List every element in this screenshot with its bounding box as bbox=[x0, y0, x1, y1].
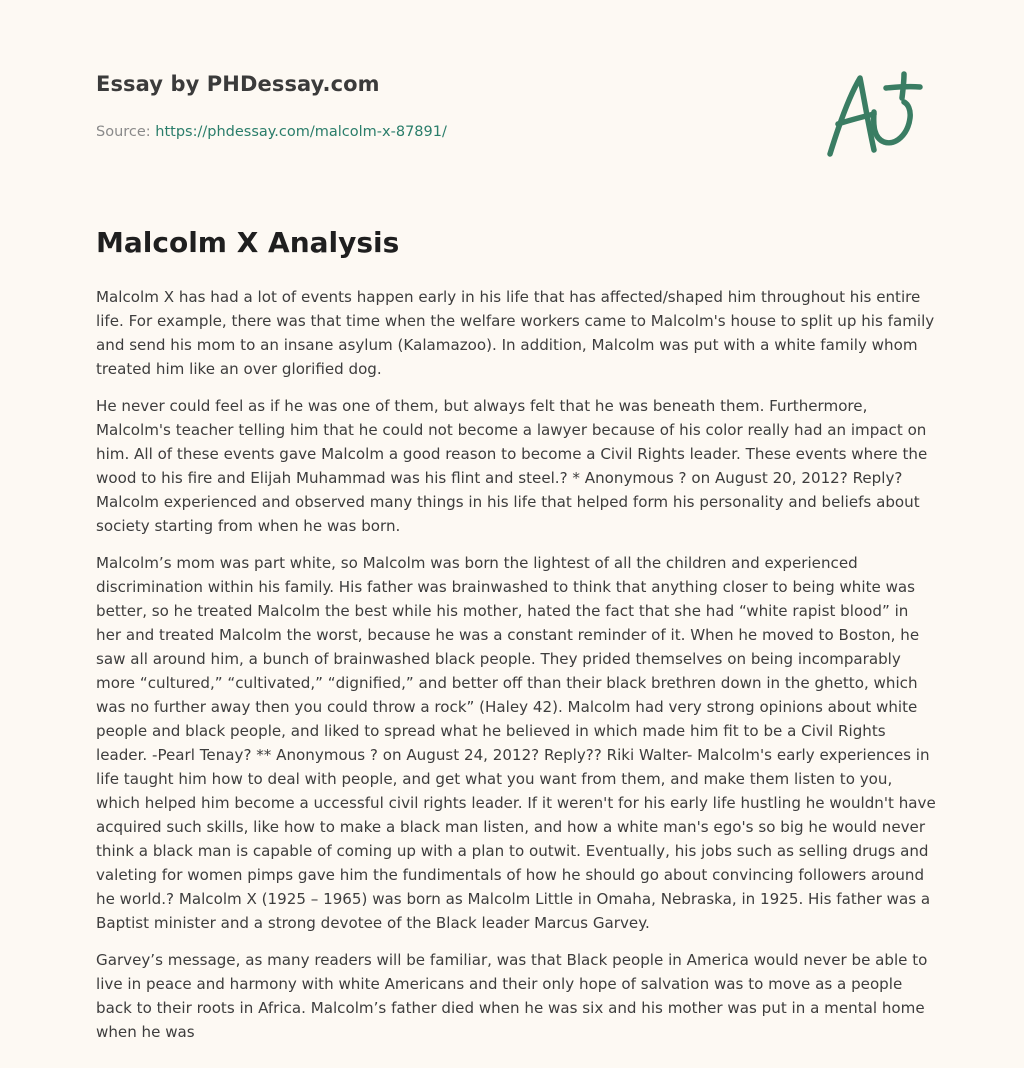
page-header bbox=[96, 72, 926, 172]
essay-paragraph-3: Malcolm’s mom was part white, so Malcolm was born the lightest of all the children and experienced discrimination within his family. His father was brainwashed to think that anything closer to being white was better, so he treated Malcolm the best while his mother, hated the fact that she had “white rapist blood” in her and treated Malcolm the worst, because he was a constant reminder of it. When he moved to Boston, he saw all around him, a bunch of brainwashed black people. They prided themselves on being incomparably more “cultured,” “cultivated,” “dignified,” and better off than their black brethren down in the ghetto, which was no further away then you could throw a rock” (Haley 42). Malcolm had very strong opinions about white people and black people, and liked to spread what he believed in which made him fit to be a Civil Rights leader. -Pearl Tenay? ** Anonymous ? on August 24, 2012? Reply?? Riki Walter- Malcolm's early experiences in life taught him how to deal with people, and get what you want from them, and make them listen to you, which helped him become a uccessful civil rights leader. If it weren't for his early life hustling he wouldn't have acquired such skills, like how to make a black man listen, and how a white man's ego's so big he would never think a black man is capable of coming up with a plan to outwit. Eventually, his jobs such as selling drugs and valeting for women pimps gave him the fundimentals of how he should go about convincing followers around he world.? Malcolm X (1925 – 1965) was born as Malcolm Little in Omaha, Nebraska, in 1925. His father was a Baptist minister and a strong devotee of the Black leader Marcus Garvey. bbox=[96, 554, 936, 932]
essay-paragraph-1: Malcolm X has had a lot of events happen early in his life that has affected/shaped him throughout his entire life. For example, there was that time when the welfare workers came to Malcolm's house to split up his family and send his mom to an insane asylum (Kalamazoo). In addition, Malcolm was put with a white family whom treated him like an over glorified dog. bbox=[96, 288, 935, 378]
essay-paragraph-4: Garvey’s message, as many readers will be familiar, was that Black people in America would never be able to live in peace and harmony with white Americans and their only hope of salvation was to move as a people back to their roots in Africa. Malcolm’s father died when he was six and his mother was put in a mental home when he was bbox=[96, 951, 928, 1041]
essay-body bbox=[96, 285, 936, 1057]
brand-name: Essay by PHDessay.com bbox=[96, 72, 380, 96]
source-label: Source: bbox=[96, 124, 151, 140]
a-plus-logo-icon bbox=[816, 68, 926, 164]
essay-title: Malcolm X Analysis bbox=[96, 226, 400, 259]
essay-paragraph-2: He never could feel as if he was one of them, but always felt that he was beneath them. Furthermore, Malcolm's teacher telling him that he could not become a lawyer because of his color really had an impact on him. All of these events gave Malcolm a good reason to become a Civil Rights leader. These events where the wood to his fire and Elijah Muhammad was his flint and steel.? * Anonymous ? on August 20, 2012? Reply? Malcolm experienced and observed many things in his life that helped form his personality and beliefs about society starting from when he was born. bbox=[96, 397, 928, 535]
source-line bbox=[96, 124, 447, 140]
source-link[interactable]: https://phdessay.com/malcolm-x-87891/ bbox=[155, 124, 447, 140]
